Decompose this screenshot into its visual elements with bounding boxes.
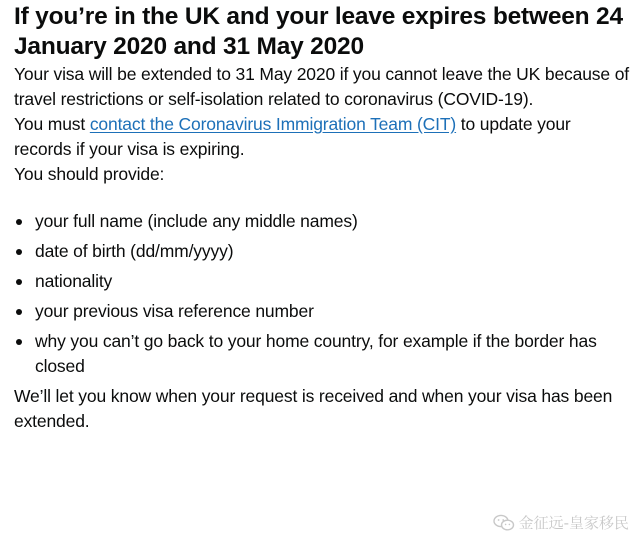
list-item bbox=[14, 209, 632, 234]
list-item-text: your full name (include any middle names) bbox=[35, 211, 358, 231]
list-item bbox=[14, 329, 632, 379]
visa-extension-paragraph: Your visa will be extended to 31 May 2020 if you cannot leave the UK because of travel restrictions or self-isolation related to coronavirus (COVID-19). bbox=[14, 64, 629, 109]
closing-paragraph: We’ll let you know when your request is received and when your visa has been extended. bbox=[14, 386, 613, 431]
list-item bbox=[14, 269, 632, 294]
list-item-text: why you can’t go back to your home country, for example if the border has closed bbox=[35, 331, 597, 376]
watermark bbox=[493, 512, 629, 533]
contact-paragraph bbox=[14, 112, 632, 162]
guidance-content bbox=[14, 0, 632, 434]
bullet-icon bbox=[16, 309, 22, 315]
cit-contact-link[interactable]: contact the Coronavirus Immigration Team (CIT) bbox=[89, 114, 457, 134]
list-item-text: your previous visa reference number bbox=[35, 301, 314, 321]
bullet-icon bbox=[16, 339, 22, 345]
contact-text-after: to update your records if your visa is expiring. bbox=[14, 114, 571, 159]
list-item bbox=[14, 239, 632, 264]
required-details-list bbox=[14, 209, 632, 379]
wechat-icon bbox=[493, 514, 515, 532]
provide-intro: You should provide: bbox=[14, 164, 165, 184]
list-item-text: date of birth (dd/mm/yyyy) bbox=[35, 241, 234, 261]
watermark-text: 金征远-皇家移民 bbox=[518, 514, 629, 532]
section-heading: If you’re in the UK and your leave expires between 24 January 2020 and 31 May 2020 bbox=[14, 3, 623, 60]
bullet-icon bbox=[16, 219, 22, 225]
bullet-icon bbox=[16, 279, 22, 285]
contact-text-before: You must bbox=[14, 114, 90, 134]
bullet-icon bbox=[16, 249, 22, 255]
list-item bbox=[14, 299, 632, 324]
list-item-text: nationality bbox=[35, 271, 113, 291]
